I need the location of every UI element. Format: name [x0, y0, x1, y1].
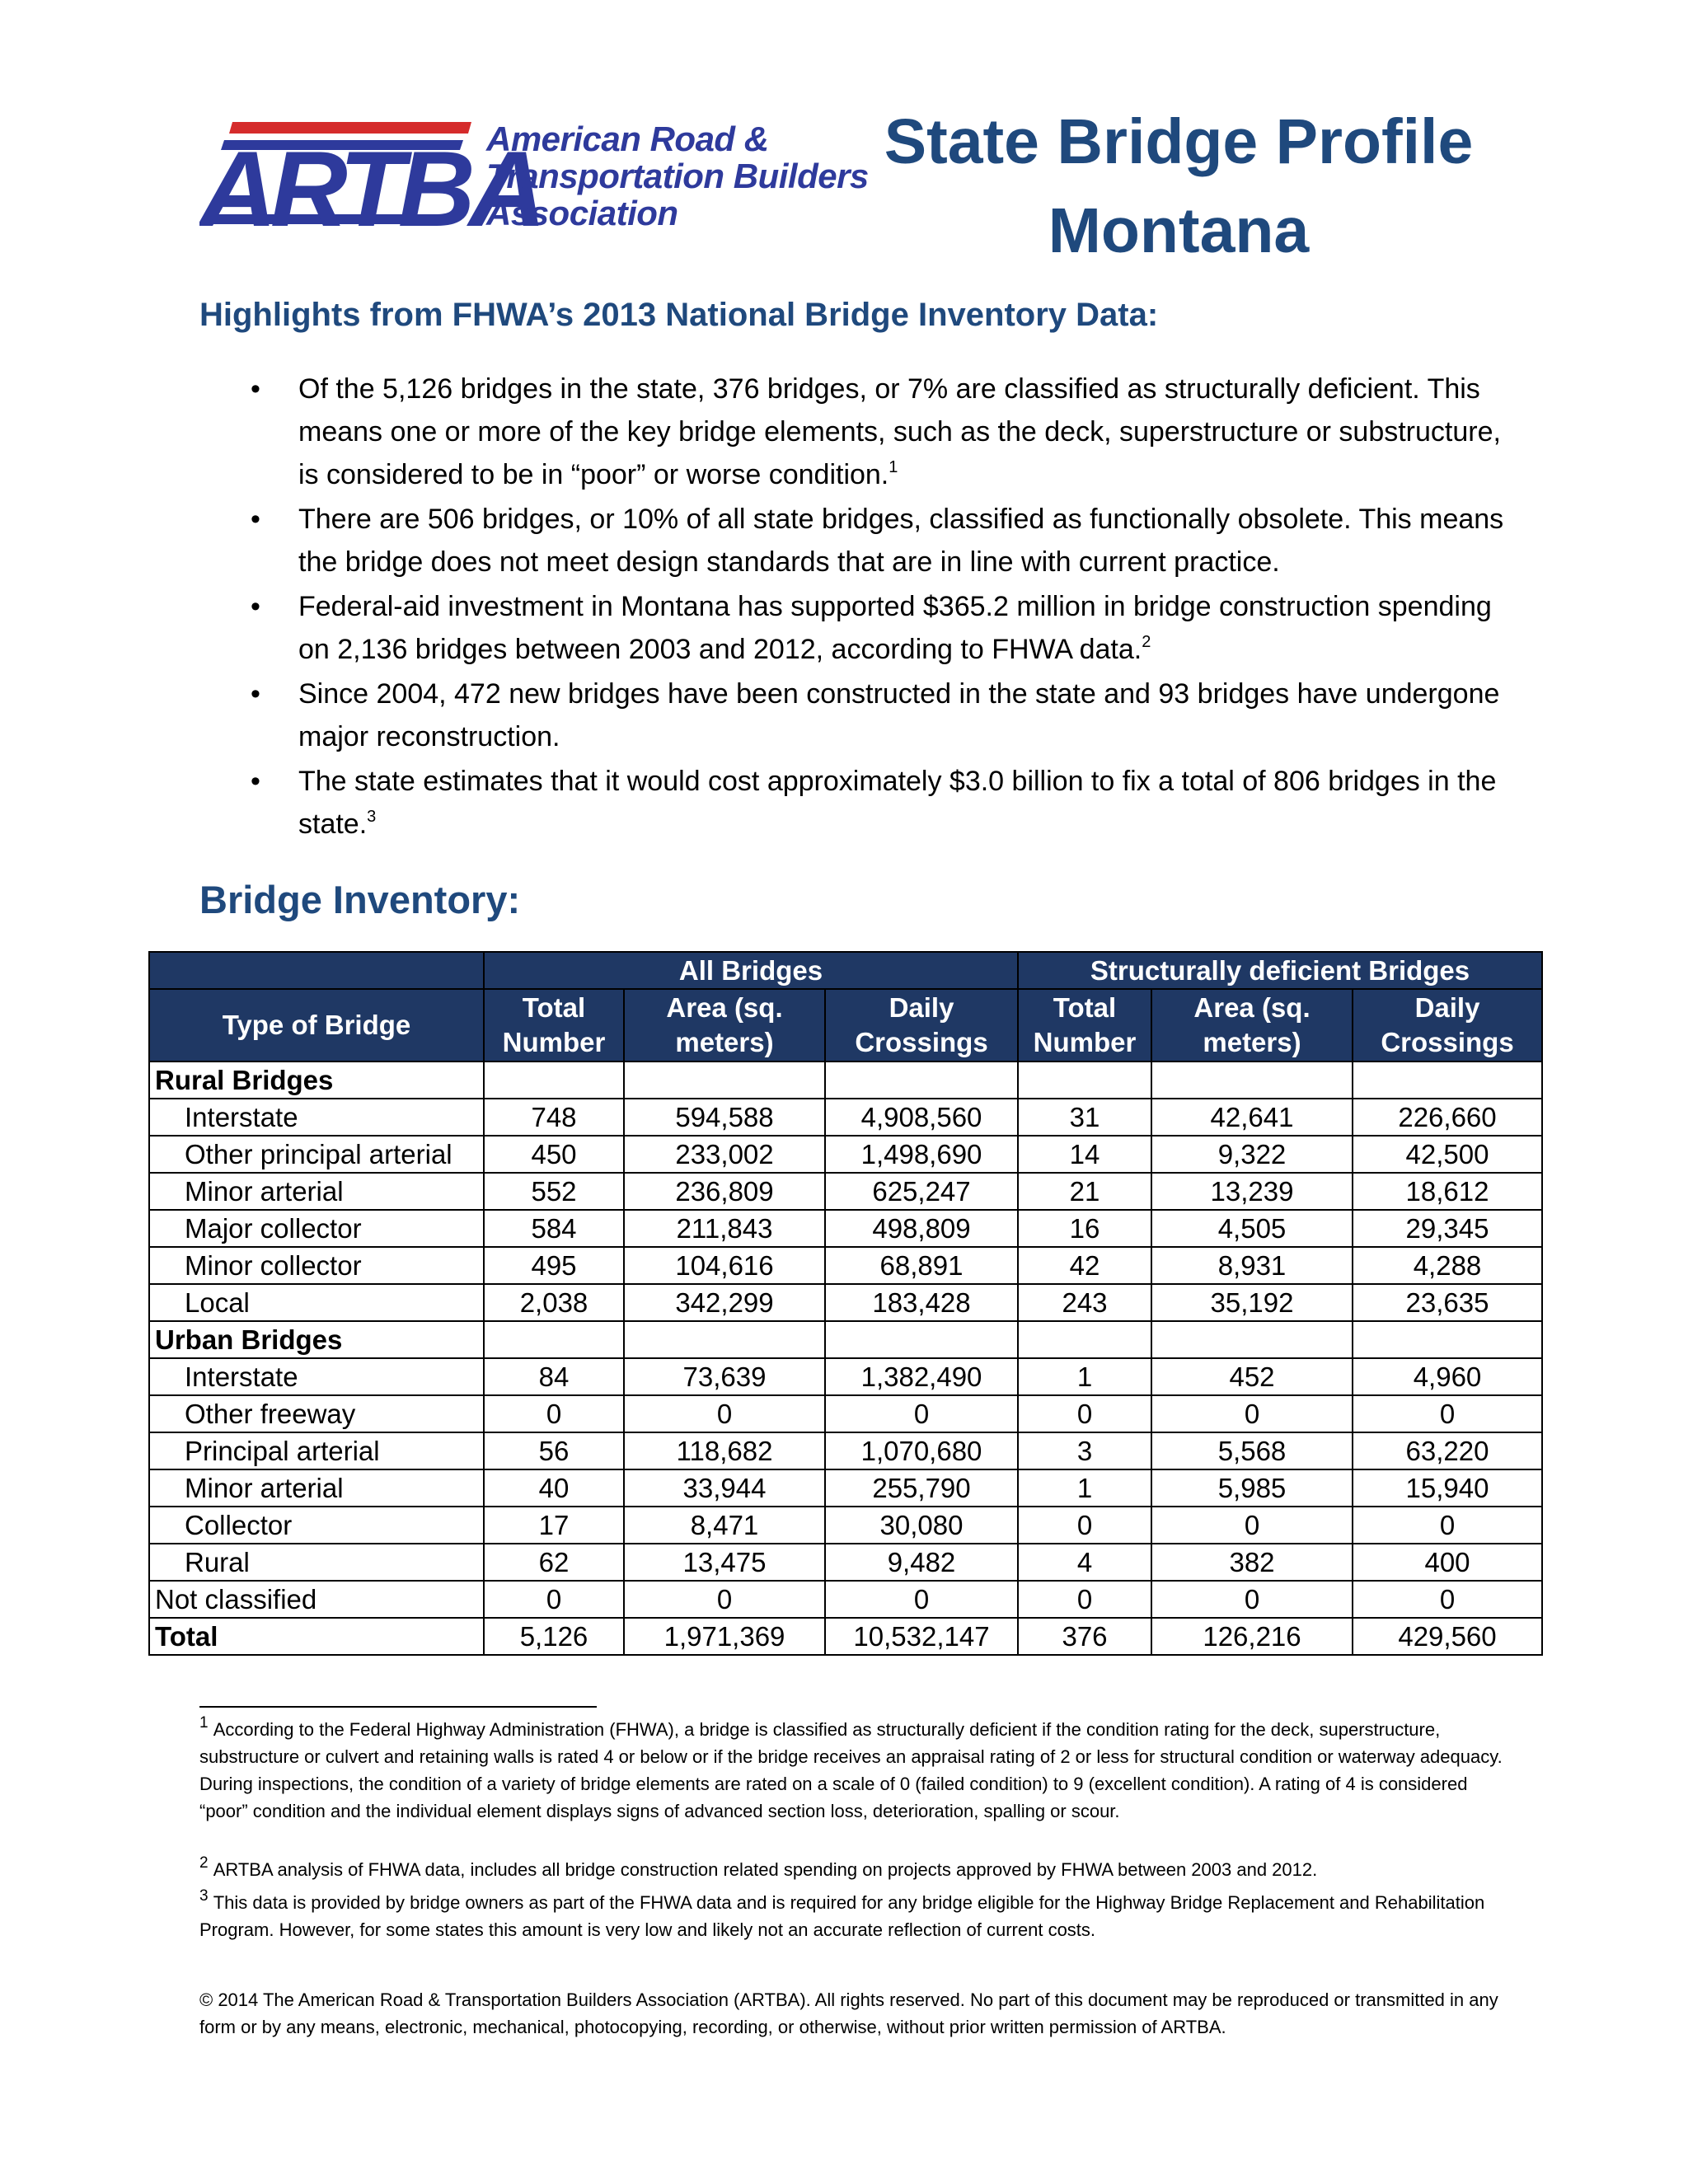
table-cell: 63,220: [1353, 1432, 1542, 1469]
table-cell: [624, 1321, 825, 1358]
table-cell: 0: [624, 1581, 825, 1618]
table-cell: 73,639: [624, 1358, 825, 1395]
header-type: Type of Bridge: [149, 989, 484, 1062]
table-row: [149, 1544, 1542, 1581]
table-cell: [1151, 1321, 1353, 1358]
highlight-text: There are 506 bridges, or 10% of all state bridges, classified as functionally obsolete. This means the bridge does not meet design standards that are in line with current practice.: [298, 504, 1504, 578]
footnote-1: [199, 1713, 1518, 1825]
highlight-text: Since 2004, 472 new bridges have been constructed in the state and 93 bridges have undergone major reconstruction.: [298, 678, 1500, 752]
table-cell: 0: [1353, 1581, 1542, 1618]
table-cell: 1,070,680: [825, 1432, 1018, 1469]
table-row: [149, 1469, 1542, 1507]
logo-line-2: Transportation Builders: [486, 157, 869, 195]
row-label: Rural Bridges: [149, 1062, 484, 1099]
header-all-bridges: All Bridges: [484, 952, 1018, 989]
header-sd-bridges: Structurally deficient Bridges: [1018, 952, 1542, 989]
highlight-item: [247, 368, 1517, 496]
table-cell: 495: [484, 1247, 624, 1284]
table-cell: 5,126: [484, 1618, 624, 1655]
table-cell: 243: [1018, 1284, 1151, 1321]
table-cell: 429,560: [1353, 1618, 1542, 1655]
row-label: Major collector: [149, 1210, 484, 1247]
row-label: Principal arterial: [149, 1432, 484, 1469]
footnote-text: According to the Federal Highway Administration (FHWA), a bridge is classified as structurally deficient if the condition rating for the deck, superstructure, substructure or culvert and retaining walls is rated 4 or below or if the bridge receives an appraisal rating of 2 or less for structural condition or waterway adequacy. During inspections, the condition of a variety of bridge elements are rated on a scale of 0 (failed condition) to 9 (excellent condition). A rating of 4 is considered “poor” condition and the individual element displays signs of advanced section loss, deterioration, spalling or scour.: [199, 1719, 1503, 1821]
table-cell: 3: [1018, 1432, 1151, 1469]
header-total: Total Number: [484, 989, 624, 1062]
table-cell: 0: [1018, 1581, 1151, 1618]
table-cell: 594,588: [624, 1099, 825, 1136]
footnote-divider: [199, 1706, 597, 1708]
table-cell: 226,660: [1353, 1099, 1542, 1136]
row-label: Minor arterial: [149, 1469, 484, 1507]
table-cell: 42: [1018, 1247, 1151, 1284]
highlight-text: Federal-aid investment in Montana has supported $365.2 million in bridge construction spending on 2,136 bridges between 2003 and 2012, according to FHWA data.: [298, 591, 1492, 665]
footnote-mark: 3: [199, 1886, 209, 1905]
table-cell: 9,482: [825, 1544, 1018, 1581]
row-label: Interstate: [149, 1099, 484, 1136]
table-cell: 40: [484, 1469, 624, 1507]
table-cell: 4,505: [1151, 1210, 1353, 1247]
table-cell: 0: [1151, 1507, 1353, 1544]
row-label: Local: [149, 1284, 484, 1321]
highlight-item: [247, 585, 1517, 671]
footnote-3: [199, 1886, 1518, 1943]
bullet-icon: •: [251, 504, 260, 535]
table-cell: 0: [825, 1395, 1018, 1432]
table-row: [149, 1581, 1542, 1618]
highlight-item: [247, 673, 1517, 758]
table-cell: 376: [1018, 1618, 1151, 1655]
table-cell: 18,612: [1353, 1173, 1542, 1210]
table-cell: 68,891: [825, 1247, 1018, 1284]
inventory-heading: Bridge Inventory:: [199, 878, 521, 921]
row-label: Total: [149, 1618, 484, 1655]
table-cell: 9,322: [1151, 1136, 1353, 1173]
table-cell: 450: [484, 1136, 624, 1173]
table-cell: 8,931: [1151, 1247, 1353, 1284]
table-cell: [1018, 1062, 1151, 1099]
row-label: Urban Bridges: [149, 1321, 484, 1358]
table-cell: 30,080: [825, 1507, 1018, 1544]
table-cell: 5,568: [1151, 1432, 1353, 1469]
row-label: Minor arterial: [149, 1173, 484, 1210]
footnote-text: ARTBA analysis of FHWA data, includes all bridge construction related spending on projects approved by FHWA between 2003 and 2012.: [213, 1859, 1318, 1880]
table-cell: 13,239: [1151, 1173, 1353, 1210]
table-cell: 2,038: [484, 1284, 624, 1321]
table-row: [149, 1358, 1542, 1395]
table-cell: [1151, 1062, 1353, 1099]
highlights-list: [247, 368, 1517, 847]
table-cell: [484, 1321, 624, 1358]
table-cell: 183,428: [825, 1284, 1018, 1321]
table-cell: 42,641: [1151, 1099, 1353, 1136]
bridge-inventory-table: [148, 951, 1543, 1656]
row-label: Not classified: [149, 1581, 484, 1618]
table-cell: 0: [1353, 1507, 1542, 1544]
table-row: [149, 1284, 1542, 1321]
header-sd-area: Area (sq. meters): [1151, 989, 1353, 1062]
table-cell: 382: [1151, 1544, 1353, 1581]
footnote-text: This data is provided by bridge owners as part of the FHWA data and is required for any bridge eligible for the Highway Bridge Replacement and Rehabilitation Program. However, for some states this amount is very low and likely not an accurate reflection of current costs.: [199, 1892, 1485, 1940]
table-cell: 1: [1018, 1469, 1151, 1507]
table-cell: 400: [1353, 1544, 1542, 1581]
title-line-1: State Bridge Profile: [884, 106, 1474, 177]
logo-letters: ARTBA: [199, 129, 540, 237]
bullet-icon: •: [251, 373, 260, 405]
table-row: [149, 1136, 1542, 1173]
table-body: [149, 1062, 1542, 1655]
table-cell: 126,216: [1151, 1618, 1353, 1655]
footnote-ref: 3: [367, 807, 377, 826]
footnote-mark: 1: [199, 1713, 209, 1732]
table-row: [149, 1173, 1542, 1210]
logo-line-3: Association: [486, 194, 678, 232]
highlights-heading: Highlights from FHWA’s 2013 National Bridge Inventory Data:: [199, 297, 1159, 333]
table-cell: 15,940: [1353, 1469, 1542, 1507]
table-cell: 84: [484, 1358, 624, 1395]
table-cell: 1,382,490: [825, 1358, 1018, 1395]
table-row: [149, 1432, 1542, 1469]
row-label: Other principal arterial: [149, 1136, 484, 1173]
row-label: Collector: [149, 1507, 484, 1544]
table-cell: 498,809: [825, 1210, 1018, 1247]
table-cell: 4,288: [1353, 1247, 1542, 1284]
table-cell: 17: [484, 1507, 624, 1544]
table-row: [149, 1321, 1542, 1358]
table-cell: 10,532,147: [825, 1618, 1018, 1655]
copyright-notice: © 2014 The American Road & Transportation Builders Association (ARTBA). All rights reserved. No part of this document may be reproduced or transmitted in any form or by any means, electronic, mechanical, photocopying, recording, or otherwise, without prior written permission of ARTBA.: [199, 1990, 1498, 2037]
footnote-2: [199, 1856, 1518, 1883]
highlight-text: Of the 5,126 bridges in the state, 376 bridges, or 7% are classified as structurally deficient. This means one or more of the key bridge elements, such as the deck, superstructure or substructure, is considered to be in “poor” or worse condition.: [298, 373, 1501, 490]
header-daily: Daily Crossings: [825, 989, 1018, 1062]
table-cell: 552: [484, 1173, 624, 1210]
highlight-item: [247, 760, 1517, 846]
table-cell: 584: [484, 1210, 624, 1247]
table-cell: 13,475: [624, 1544, 825, 1581]
table-cell: 4,960: [1353, 1358, 1542, 1395]
table-cell: 0: [1018, 1507, 1151, 1544]
table-cell: [825, 1062, 1018, 1099]
table-group-header-row: [149, 952, 1542, 989]
footnote-ref: 2: [1142, 632, 1151, 651]
row-label: Interstate: [149, 1358, 484, 1395]
table-column-header-row: [149, 989, 1542, 1062]
table-cell: 0: [484, 1581, 624, 1618]
table-cell: 33,944: [624, 1469, 825, 1507]
bullet-icon: •: [251, 591, 260, 622]
table-cell: 14: [1018, 1136, 1151, 1173]
table-cell: [1353, 1062, 1542, 1099]
table-cell: 4,908,560: [825, 1099, 1018, 1136]
table-row: [149, 1062, 1542, 1099]
table-cell: 625,247: [825, 1173, 1018, 1210]
table-cell: 0: [1151, 1581, 1353, 1618]
table-row: [149, 1618, 1542, 1655]
table-cell: [1353, 1321, 1542, 1358]
footnote-mark: 2: [199, 1854, 209, 1872]
table-row: [149, 1099, 1542, 1136]
bullet-icon: •: [251, 766, 260, 797]
table-cell: 62: [484, 1544, 624, 1581]
table-cell: 0: [624, 1395, 825, 1432]
table-cell: 0: [825, 1581, 1018, 1618]
table-cell: 211,843: [624, 1210, 825, 1247]
table-cell: [1018, 1321, 1151, 1358]
table-row: [149, 1210, 1542, 1247]
header-sd-daily: Daily Crossings: [1353, 989, 1542, 1062]
table-row: [149, 1507, 1542, 1544]
table-cell: 29,345: [1353, 1210, 1542, 1247]
table-cell: 23,635: [1353, 1284, 1542, 1321]
highlight-text: The state estimates that it would cost approximately $3.0 billion to fix a total of 806 bridges in the state.: [298, 766, 1497, 840]
table-cell: 0: [1018, 1395, 1151, 1432]
header-sd-total: Total Number: [1018, 989, 1151, 1062]
row-label: Rural: [149, 1544, 484, 1581]
table-cell: 452: [1151, 1358, 1353, 1395]
table-cell: 236,809: [624, 1173, 825, 1210]
table-cell: 1: [1018, 1358, 1151, 1395]
footnote-ref: 1: [889, 457, 898, 476]
logo-wordmark: [486, 120, 869, 232]
table-row: [149, 1247, 1542, 1284]
table-cell: [484, 1062, 624, 1099]
table-row: [149, 1395, 1542, 1432]
table-cell: 104,616: [624, 1247, 825, 1284]
table-cell: 4: [1018, 1544, 1151, 1581]
title-state: Montana: [1048, 195, 1310, 266]
table-cell: [825, 1321, 1018, 1358]
row-label: Other freeway: [149, 1395, 484, 1432]
table-cell: 42,500: [1353, 1136, 1542, 1173]
table-cell: 8,471: [624, 1507, 825, 1544]
table-cell: 1,498,690: [825, 1136, 1018, 1173]
table-cell: 1,971,369: [624, 1618, 825, 1655]
row-label: Minor collector: [149, 1247, 484, 1284]
table-cell: 56: [484, 1432, 624, 1469]
header-blank: [149, 952, 484, 989]
table-cell: 233,002: [624, 1136, 825, 1173]
table-cell: 21: [1018, 1173, 1151, 1210]
table-cell: 0: [1151, 1395, 1353, 1432]
page-title: [857, 97, 1500, 275]
table-cell: [624, 1062, 825, 1099]
table-cell: 118,682: [624, 1432, 825, 1469]
table-cell: 16: [1018, 1210, 1151, 1247]
table-cell: 255,790: [825, 1469, 1018, 1507]
table-cell: 0: [1353, 1395, 1542, 1432]
highlight-item: [247, 498, 1517, 583]
table-cell: 5,985: [1151, 1469, 1353, 1507]
table-cell: 342,299: [624, 1284, 825, 1321]
table-cell: 748: [484, 1099, 624, 1136]
logo-line-1: American Road &: [486, 120, 769, 158]
table-cell: 0: [484, 1395, 624, 1432]
bullet-icon: •: [251, 678, 260, 710]
table-cell: 31: [1018, 1099, 1151, 1136]
header-area: Area (sq. meters): [624, 989, 825, 1062]
table-cell: 35,192: [1151, 1284, 1353, 1321]
